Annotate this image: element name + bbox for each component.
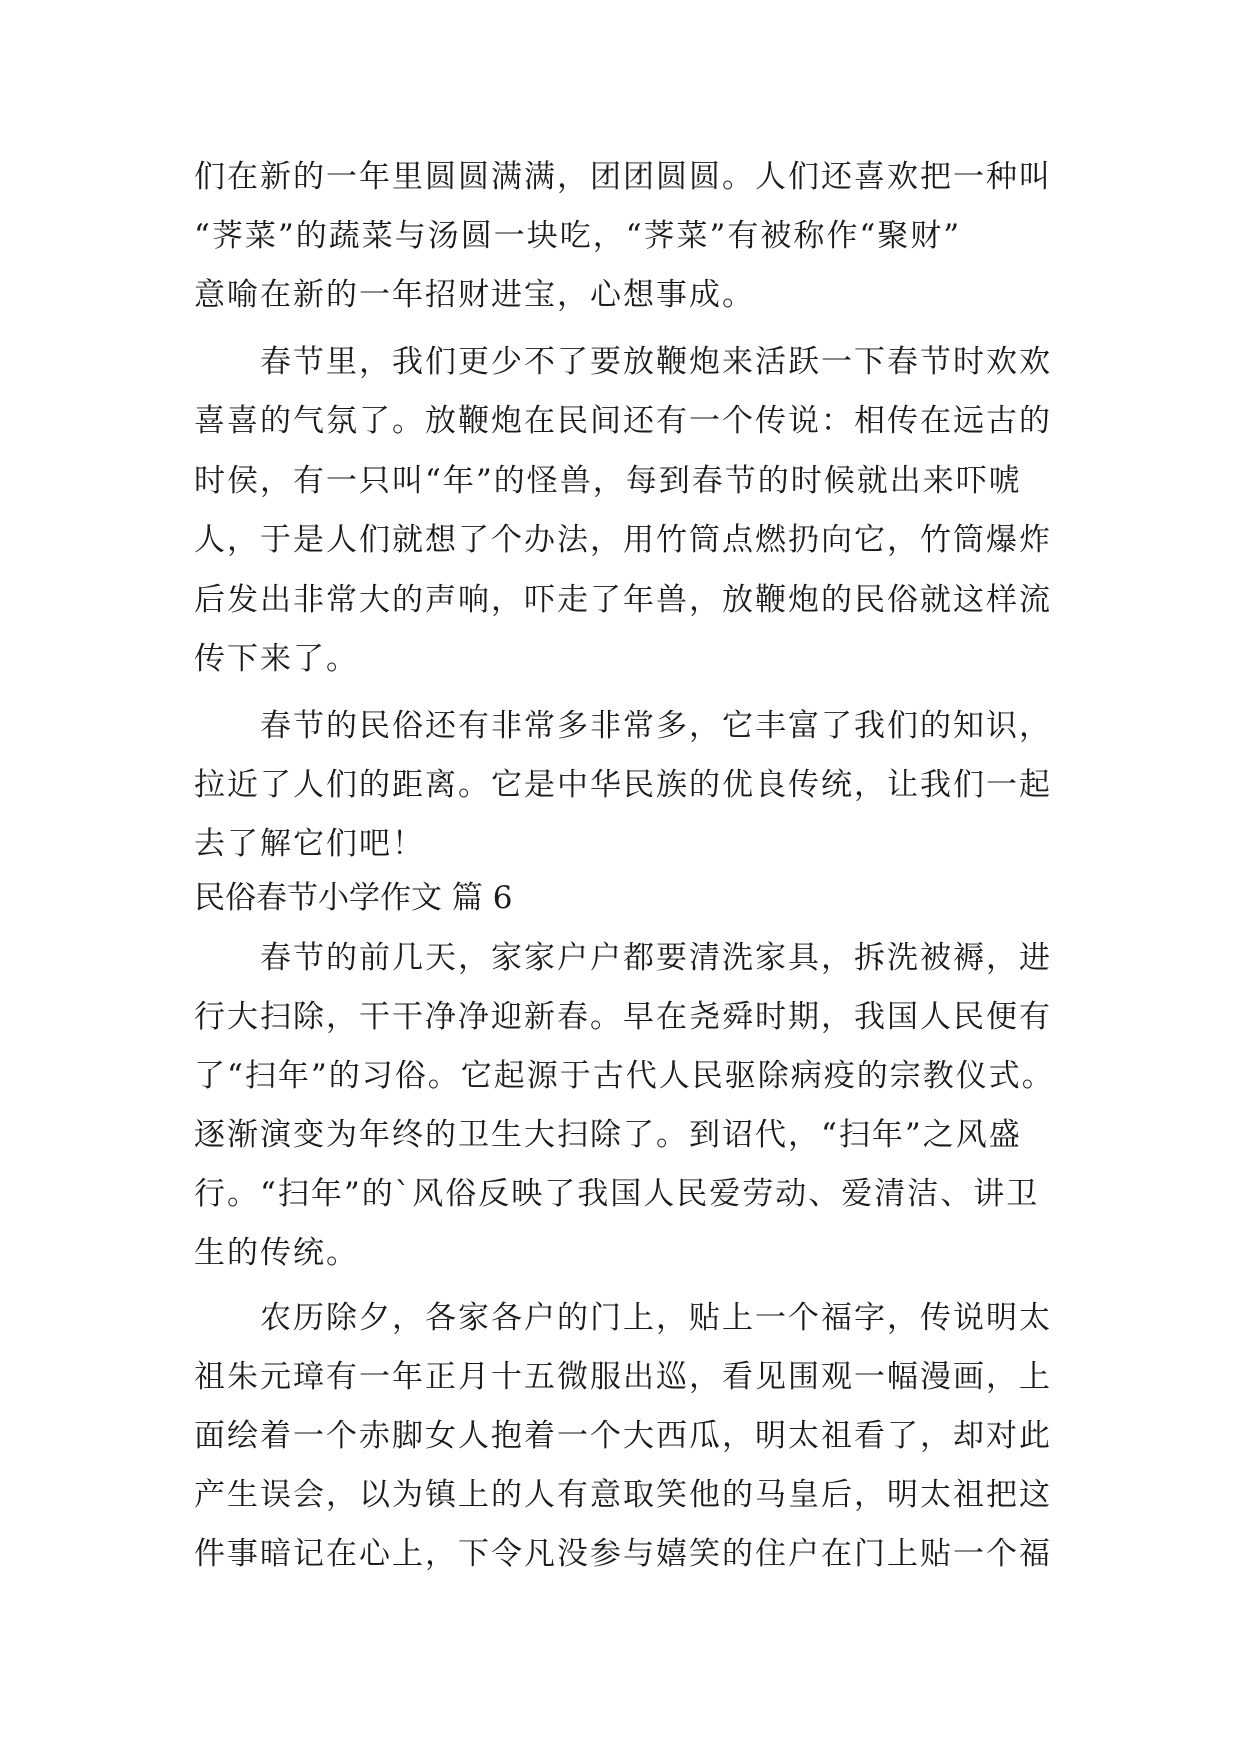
text-line: 意喻在新的一年招财进宝，心想事成。 — [194, 277, 755, 313]
text-line: 时侯，有一只叫“年”的怪兽，每到春节的时候就出来吓唬 — [194, 463, 1022, 499]
text-line: 生的传统。 — [194, 1235, 359, 1271]
text-line: 产生误会，以为镇上的人有意取笑他的马皇后，明太祖把这 — [194, 1477, 1052, 1513]
text-line: 拉近了人们的距离。它是中华民族的优良传统，让我们一起 — [194, 767, 1052, 803]
text-line: 行大扫除，干干净净迎新春。早在尧舜时期，我国人民便有 — [194, 999, 1052, 1035]
text-line: 们在新的一年里圆圆满满，团团圆圆。人们还喜欢把一种叫 — [194, 159, 1052, 195]
text-line: 后发出非常大的声响，吓走了年兽，放鞭炮的民俗就这样流 — [194, 582, 1052, 618]
text-line: 喜喜的气氛了。放鞭炮在民间还有一个传说：相传在远古的 — [194, 403, 1052, 439]
text-line: 行。“扫年”的`风俗反映了我国人民爱劳动、爱清洁、讲卫 — [194, 1176, 1040, 1212]
text-line: 农历除夕，各家各户的门上，贴上一个福字，传说明太 — [194, 1300, 1052, 1336]
text-line: 人，于是人们就想了个办法，用竹筒点燃扔向它，竹筒爆炸 — [194, 522, 1052, 558]
text-line: 面绘着一个赤脚女人抱着一个大西瓜，明太祖看了，却对此 — [194, 1418, 1052, 1454]
text-line: 件事暗记在心上，下令凡没参与嬉笑的住户在门上贴一个福 — [194, 1536, 1052, 1572]
text-line: 去了解它们吧！ — [194, 826, 425, 862]
text-line: “荠菜”的蔬菜与汤圆一块吃，“荠菜”有被称作“聚财” — [194, 218, 962, 254]
text-line: 了“扫年”的习俗。它起源于古代人民驱除病疫的宗教仪式。 — [194, 1058, 1055, 1094]
section-heading: 民俗春节小学作文 篇 6 — [194, 880, 513, 916]
text-line: 祖朱元璋有一年正月十五微服出巡，看见围观一幅漫画，上 — [194, 1359, 1052, 1395]
text-line: 逐渐演变为年终的卫生大扫除了。到诏代，“扫年”之风盛 — [194, 1117, 1022, 1153]
text-line: 春节的前几天，家家户户都要清洗家具，拆洗被褥，进 — [194, 940, 1052, 976]
text-line: 春节里，我们更少不了要放鞭炮来活跃一下春节时欢欢 — [194, 344, 1052, 380]
text-line: 春节的民俗还有非常多非常多，它丰富了我们的知识， — [194, 708, 1052, 744]
text-line: 传下来了。 — [194, 641, 359, 677]
